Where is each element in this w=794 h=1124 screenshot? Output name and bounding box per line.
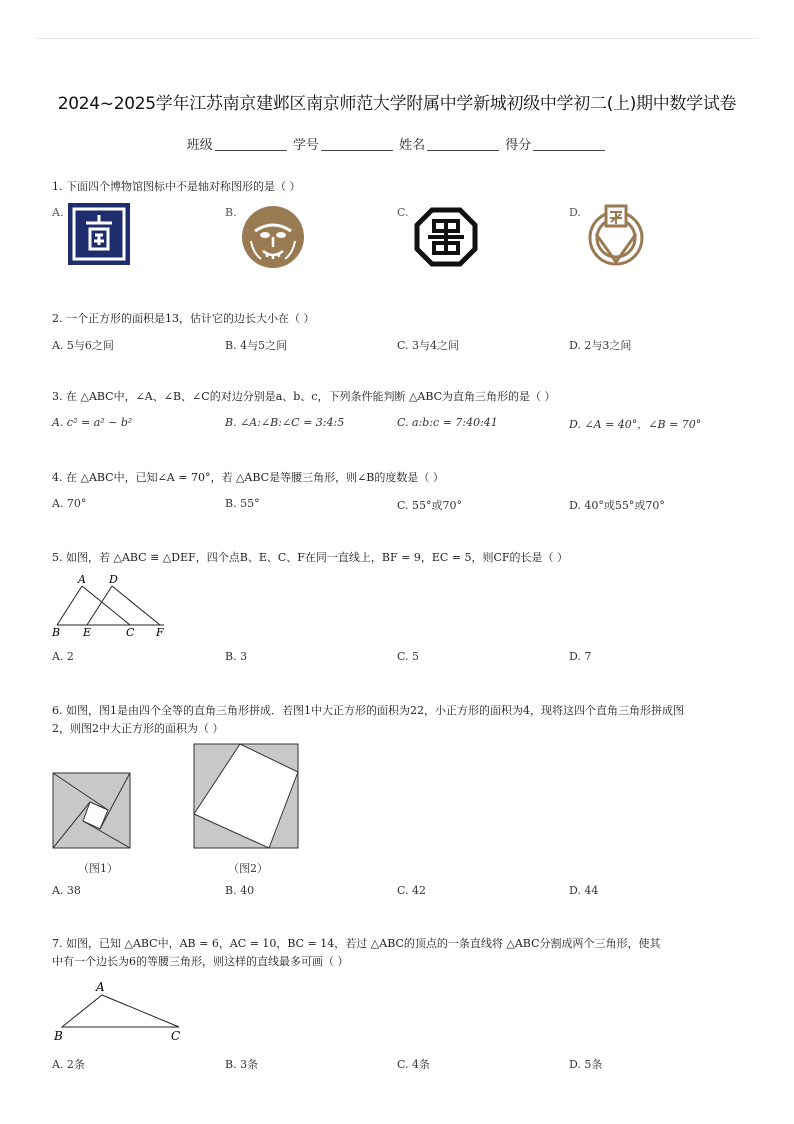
q6-option-b: B. 40 bbox=[225, 884, 255, 897]
name-label: 姓名 bbox=[399, 138, 426, 153]
question-1-stem: 1. 下面四个博物馆图标中不是轴对称图形的是（ ） bbox=[52, 180, 301, 193]
q7-option-d: D. 5条 bbox=[569, 1058, 603, 1071]
q3-option-d: D. ∠A = 40°，∠B = 70° bbox=[569, 418, 702, 431]
q2-option-c: C. 3与4之间 bbox=[397, 339, 460, 352]
student-info-line bbox=[0, 134, 794, 153]
q4-option-a: A. 70° bbox=[52, 497, 87, 510]
question-3-stem: 3. 在 △ABC中，∠A、∠B、∠C的对边分别是a、b、c，下列条件能判断 △ABC为直角三角形的是（ ） bbox=[52, 390, 556, 403]
q6-caption-1: （图1） bbox=[78, 862, 118, 875]
page-title: 2024~2025学年江苏南京建邺区南京师范大学附属中学新城初级中学初二(上)期中数学试卷 bbox=[57, 94, 737, 114]
q5-option-a: A. 2 bbox=[52, 650, 74, 663]
q5-label-a: A bbox=[78, 573, 86, 586]
question-5-stem: 5. 如图，若 △ABC ≌ △DEF，四个点B、E、C、F在同一直线上，BF = 9，EC = 5，则CF的长是（ ） bbox=[52, 551, 569, 564]
number-label: 学号 bbox=[292, 138, 319, 153]
question-6-stem-line-1: 6. 如图，图1是由四个全等的直角三角形拼成．若图1中大正方形的面积为22，小正方形的面积为4，现将这四个直角三角形拼成图 bbox=[52, 704, 684, 717]
q2-option-a: A. 5与6之间 bbox=[52, 339, 114, 352]
q7-label-b: B bbox=[54, 1029, 63, 1043]
q2-option-d: D. 2与3之间 bbox=[569, 339, 632, 352]
museum-logo-d-icon bbox=[584, 204, 648, 268]
q2-option-b: B. 4与5之间 bbox=[225, 339, 288, 352]
q1-option-a-label: A. bbox=[52, 206, 64, 219]
q7-option-c: C. 4条 bbox=[397, 1058, 431, 1071]
q7-label-a: A bbox=[96, 980, 105, 994]
question-6-stem-line-2: 2，则图2中大正方形的面积为（ ） bbox=[52, 722, 224, 735]
q7-label-c: C bbox=[171, 1029, 181, 1043]
q5-option-b: B. 3 bbox=[225, 650, 248, 663]
q6-caption-2: （图2） bbox=[228, 862, 268, 875]
class-label: 班级 bbox=[186, 138, 213, 153]
q7-triangle-figure bbox=[52, 978, 187, 1046]
museum-logo-b-icon bbox=[241, 205, 305, 269]
museum-logo-c-icon bbox=[414, 207, 478, 267]
question-4-stem: 4. 在 △ABC中，已知∠A = 70°，若 △ABC是等腰三角形，则∠B的度数是（ ） bbox=[52, 471, 444, 484]
q5-label-b: B bbox=[52, 626, 61, 639]
q5-label-e: E bbox=[83, 626, 92, 639]
page-top-rule bbox=[36, 38, 758, 39]
q5-triangles-figure bbox=[50, 570, 175, 640]
q1-option-c-label: C. bbox=[397, 206, 409, 219]
museum-logo-a-icon bbox=[68, 203, 130, 265]
q6-figure-1 bbox=[52, 772, 132, 850]
question-7-stem-line-2: 中有一个边长为6的等腰三角形，则这样的直线最多可画（ ） bbox=[52, 955, 349, 968]
name-blank bbox=[427, 138, 499, 151]
q6-option-a: A. 38 bbox=[52, 884, 81, 897]
q1-option-b-label: B. bbox=[225, 206, 237, 219]
q6-figure-2 bbox=[193, 743, 300, 850]
score-label: 得分 bbox=[505, 138, 532, 153]
class-blank bbox=[215, 138, 287, 151]
q7-option-b: B. 3条 bbox=[225, 1058, 259, 1071]
q1-option-d-label: D. bbox=[569, 206, 581, 219]
q4-option-d: D. 40°或55°或70° bbox=[569, 499, 665, 512]
q4-option-b: B. 55° bbox=[225, 497, 260, 510]
score-blank bbox=[533, 138, 605, 151]
question-7-stem-line-1: 7. 如图，已知 △ABC中，AB = 6，AC = 10，BC = 14，若过 △ABC的顶点的一条直线将 △ABC分割成两个三角形，使其 bbox=[52, 937, 661, 950]
q3-option-b: B. ∠A:∠B:∠C = 3:4:5 bbox=[225, 416, 345, 429]
q6-option-c: C. 42 bbox=[397, 884, 427, 897]
q5-option-c: C. 5 bbox=[397, 650, 420, 663]
q5-option-d: D. 7 bbox=[569, 650, 592, 663]
number-blank bbox=[321, 138, 393, 151]
q6-option-d: D. 44 bbox=[569, 884, 599, 897]
q4-option-c: C. 55°或70° bbox=[397, 499, 463, 512]
q3-option-a: A. c² = a² − b² bbox=[52, 416, 133, 429]
q5-label-c: C bbox=[126, 626, 135, 639]
q5-label-f: F bbox=[156, 626, 164, 639]
q3-option-c: C. a:b:c = 7:40:41 bbox=[397, 416, 498, 429]
question-2-stem: 2. 一个正方形的面积是13，估计它的边长大小在（ ） bbox=[52, 312, 315, 325]
q7-option-a: A. 2条 bbox=[52, 1058, 85, 1071]
q5-label-d: D bbox=[109, 573, 118, 586]
